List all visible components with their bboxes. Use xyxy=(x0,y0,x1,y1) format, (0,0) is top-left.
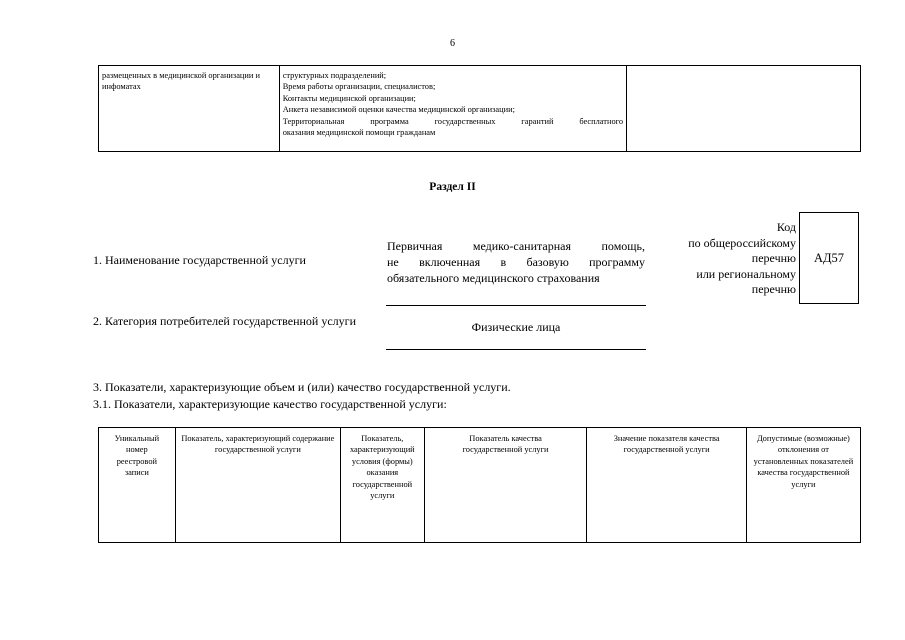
header-text: Показатель, характеризующий содержание государственной услуги xyxy=(181,434,335,455)
divider-line xyxy=(386,305,646,306)
top-table-line: Анкета независимой оценки качества медицинской организации; xyxy=(282,105,515,115)
header-text: Значение показателя качества государственной услуги xyxy=(613,434,720,455)
divider-line xyxy=(386,349,646,350)
code-label-line: перечню xyxy=(751,282,796,297)
category-label: 2. Категория потребителей государственной услуги xyxy=(93,314,356,328)
service-name-line: обязательного медицинского страхования xyxy=(387,271,600,285)
quality-table-header xyxy=(424,428,587,543)
code-label-line: или региональному xyxy=(696,266,796,281)
service-name-value xyxy=(387,238,645,286)
top-table-line: оказания медицинской помощи гражданам xyxy=(282,128,436,138)
quality-table-header xyxy=(99,428,176,543)
quality-table-header xyxy=(587,428,746,543)
quality-table-header xyxy=(746,428,860,543)
category-value: Физические лица xyxy=(471,320,561,334)
page-number: 6 xyxy=(450,38,455,49)
service-name-line: не включенная в базовую программу xyxy=(387,255,645,269)
header-text: Показатель качества государственной услуги xyxy=(462,434,549,455)
code-label-line: перечню xyxy=(751,251,796,266)
section-title: Раздел II xyxy=(429,181,476,193)
service-name-line: Первичная медико-санитарная помощь, xyxy=(387,239,645,253)
top-table-cell-2 xyxy=(279,66,626,152)
header-text: Уникальный номер реестровой записи xyxy=(114,434,160,478)
top-table-line: Контакты медицинской организации; xyxy=(282,93,416,103)
top-table-line: структурных подразделений; xyxy=(282,71,387,80)
top-table-cell-1: размещенных в медицинской организации и инфоматах xyxy=(99,66,280,152)
code-label-line: по общероссийскому xyxy=(688,235,796,250)
code-label xyxy=(660,220,796,298)
service-name-label: 1. Наименование государственной услуги xyxy=(93,253,306,267)
top-table-line: Время работы организации, специалистов; xyxy=(282,82,436,92)
quality-table-header xyxy=(340,428,424,543)
quality-table-header xyxy=(175,428,340,543)
indicators-heading: 3. Показатели, характеризующие объем и (или) качество государственной услуги. xyxy=(93,380,511,394)
quality-subheading: 3.1. Показатели, характеризующие качество государственной услуги: xyxy=(93,397,447,411)
top-table-cell-3 xyxy=(627,66,861,152)
service-code-value: АД57 xyxy=(813,250,845,265)
header-text: Допустимые (возможные) отклонения от установленных показателей качества государственной услуги xyxy=(753,434,854,489)
service-code-box xyxy=(799,212,859,304)
quality-table xyxy=(98,427,861,543)
header-text: Показатель, характеризующий условия (формы) оказания государственной услуги xyxy=(349,434,415,501)
top-table-line: Территориальная программа государственных гарантий бесплатного xyxy=(282,116,624,126)
top-table xyxy=(98,65,861,152)
code-label-line: Код xyxy=(776,220,796,234)
